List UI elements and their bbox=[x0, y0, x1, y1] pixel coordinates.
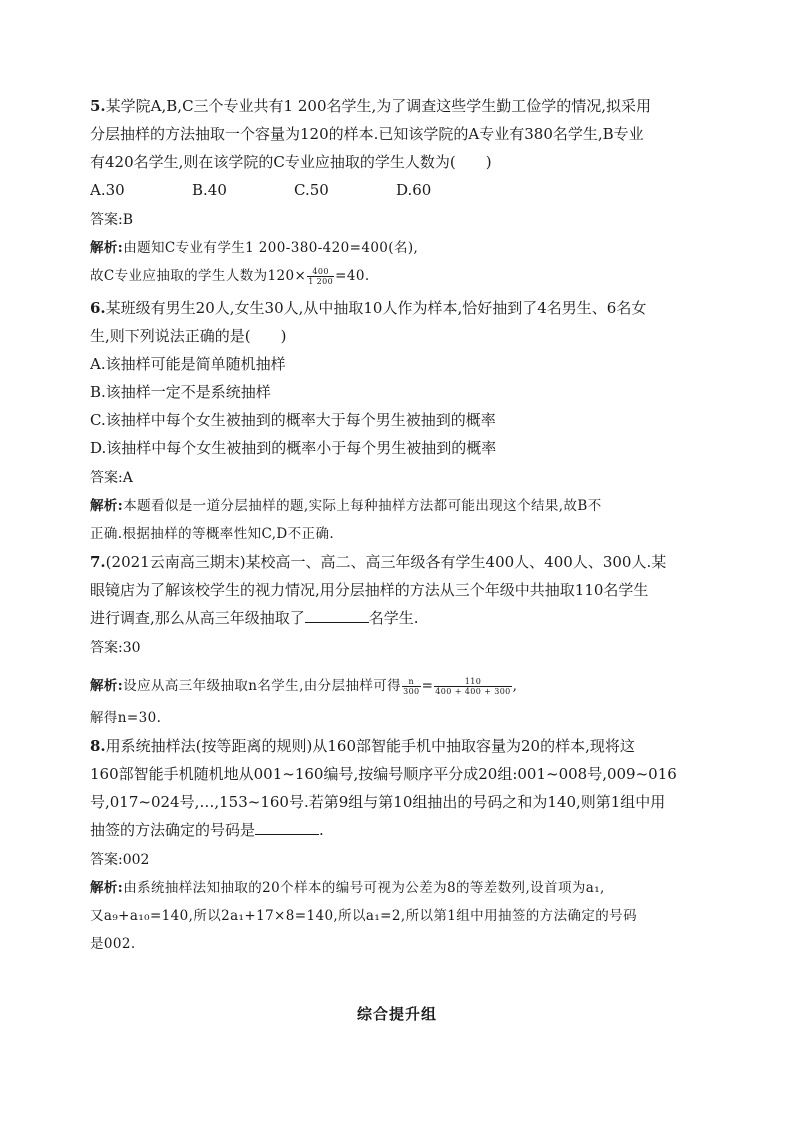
question-7-explanation-line-2: 解得n=30. bbox=[90, 710, 162, 726]
question-8-explanation-line-3: 是002. bbox=[90, 936, 136, 952]
fraction: $\frac{110}{400 + 400 + 300}$ bbox=[435, 677, 511, 696]
fraction: $\frac{400}{1 200}$ bbox=[308, 267, 334, 286]
question-5-options bbox=[90, 176, 710, 204]
fraction: $\frac{n}{300}$ bbox=[403, 677, 420, 696]
option-c: C.该抽样中每个女生被抽到的概率大于每个男生被抽到的概率 bbox=[90, 411, 496, 429]
option-b: B.该抽样一定不是系统抽样 bbox=[90, 383, 271, 401]
option-c: C.50 bbox=[294, 181, 329, 199]
question-6-explanation-line-1: 解析:本题看似是一道分层抽样的题,实际上每种抽样方法都可能出现这个结果,故B不 bbox=[90, 498, 602, 514]
question-8-explanation-line-1: 解析:由系统抽样法知抽取的20个样本的编号可视为公差为8的等差数列,设首项为a₁, bbox=[90, 880, 605, 896]
section-title: 综合提升组 bbox=[356, 1005, 437, 1023]
answer-blank bbox=[305, 608, 369, 623]
question-7-explanation-line-1: 解析:设应从高三年级抽取n名学生,由分层抽样可得 $\frac{n}{300}$ = $\frac{110}{400 + 400 + 300}$ , bbox=[90, 677, 518, 696]
question-8-line-2: 160部智能手机随机地从001~160编号,按编号顺序平分成20组:001~008号,009~016 bbox=[90, 765, 677, 783]
option-a: A.该抽样可能是简单随机抽样 bbox=[90, 355, 286, 373]
document-body bbox=[90, 92, 710, 958]
question-5 bbox=[90, 92, 710, 290]
question-6-answer: 答案:A bbox=[90, 470, 133, 486]
question-8-line-3: 号,017~024号,…,153~160号.若第9组与第10组抽出的号码之和为140,则第1组中用 bbox=[90, 793, 666, 811]
option-d: D.60 bbox=[396, 181, 432, 199]
question-8-line-4: 抽签的方法确定的号码是 . bbox=[90, 821, 324, 839]
question-5-answer: 答案:B bbox=[90, 212, 134, 228]
question-8-explanation-line-2: 又a₉+a₁₀=140,所以2a₁+17×8=140,所以a₁=2,所以第1组中用抽签的方法确定的号码 bbox=[90, 908, 637, 924]
question-7-line-2: 眼镜店为了解该校学生的视力情况,用分层抽样的方法从三个年级中共抽取110名学生 bbox=[90, 581, 649, 599]
question-7-line-3: 进行调查,那么从高三年级抽取了 名学生. bbox=[90, 609, 419, 627]
question-8-line-1: 8.用系统抽样法(按等距离的规则)从160部智能手机中抽取容量为20的样本,现将这 bbox=[90, 737, 635, 755]
question-6 bbox=[90, 294, 710, 548]
answer-blank bbox=[255, 820, 319, 835]
question-5-explanation-line-2: 故C专业应抽取的学生人数为120× $\frac{400}{1 200}$ =40. bbox=[90, 267, 370, 286]
option-a: A.30 bbox=[90, 181, 125, 199]
question-7 bbox=[90, 548, 710, 732]
question-7-answer: 答案:30 bbox=[90, 640, 141, 656]
question-5-line-1: 5.某学院A,B,C三个专业共有1 200名学生,为了调查这些学生勤工俭学的情况,拟采用 bbox=[90, 97, 652, 115]
option-b: B.40 bbox=[192, 181, 227, 199]
question-5-line-3: 有420名学生,则在该学院的C专业应抽取的学生人数为( ) bbox=[90, 153, 492, 171]
option-d: D.该抽样中每个女生被抽到的概率小于每个男生被抽到的概率 bbox=[90, 439, 497, 457]
question-6-line-1: 6.某班级有男生20人,女生30人,从中抽取10人作为样本,恰好抽到了4名男生、6名女 bbox=[90, 299, 647, 317]
question-6-line-2: 生,则下列说法正确的是( ) bbox=[90, 327, 287, 345]
question-7-line-1: 7.(2021云南高三期末)某校高一、高二、高三年级各有学生400人、400人、300人.某 bbox=[90, 553, 667, 571]
question-5-explanation-line-1: 解析:由题知C专业有学生1 200-380-420=400(名), bbox=[90, 240, 419, 256]
question-5-line-2: 分层抽样的方法抽取一个容量为120的样本.已知该学院的A专业有380名学生,B专业 bbox=[90, 125, 644, 143]
question-6-explanation-line-2: 正确.根据抽样的等概率性知C,D不正确. bbox=[90, 526, 335, 542]
question-8-answer: 答案:002 bbox=[90, 852, 150, 868]
question-8 bbox=[90, 732, 710, 958]
